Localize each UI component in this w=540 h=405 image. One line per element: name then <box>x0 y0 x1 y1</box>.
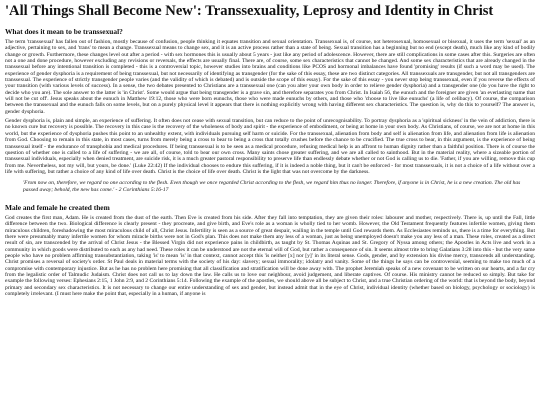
section-heading-male-female: Male and female he created them <box>5 202 110 212</box>
paragraph: The term 'transsexual' has fallen out of fashion, mostly because of confusion, people thinking it equates transition and sexual orientation. Transsexual is, of course, not heterosexual, homosexual or bisexual, it uses the term 'sexual' as an adjective, pertaining to sex, and 'trans' to mean a change. Transsexual means to change sex, and it is an active process rather than a state of being. Sexual transition has a beginning but no end (except death), much like any kind of bodily change or growth. Furthermore, these changes level out after a period - with sex hormones this is usually about 5 years - just like any period of adolescence. However, there are still complications in some cases after this. Surgeries are often not a one and done procedure, however excluding any revisions or reversals, the effects are usually final. There are, of course, some sex characteristics that cannot be changed. And some sex characteristics that are already changed in the transsexual before any intentional transition is completed - this is a controversial topic, however studies into brains and conditions like PCOS and hormonal imbalances have found 'promising' results (if such a word may be used). The experience of gender dysphoria is a requirement of being transsexual, but not necessarily of identifying as transgender (for the sake of this essay, these are two distinct categories. All transsexuals are transgender, but not all transgenders are transsexual. The experience of strictly transgender people varies (and the validity of which is debated) and is outside the scope of this essay). For the sake of this essay - you never stop being transsexual, even if you reverse the effects of your transition (with various levels of success). In a sense, the two debates presented to Christians are a transsexual one (can you alter your own body in order to relieve gender dysphoria) and a transgender one (do you have the right to decide who you are). The sole answer to the latter is 'in Christ'. Some would argue that being transgender is a grave sin, and therefore separates you from Christ. In Isaiah 56, the eunuch and the foreigner are given 'an everlasting name that will not be cut off'. Jesus speaks about the eunuch in Matthew 19:12, those who were born eunuchs, those who were made eunuchs by others, and those who 'choose to live like eunuchs' (a life of celibacy). Of course, the comparison between the transsexual and the eunuch falls on some levels, but on a purely physical level it appears that there is nothing explicitly wrong with having different sex characteristics. The question is, why do this to yourself? The answer is, gender dysphoria. <box>5 39 535 115</box>
article-title: 'All Things Shall Become New': Transsexuality, Leprosy and Identity in Christ <box>5 3 494 19</box>
paragraph: God creates the first man, Adam. He is created from the dust of the earth. Then Eve is created from his side. After they fall into temptation, they are given their roles: labourer and mother, respectively. There is, up until the Fall, little difference between the two. Biological difference is clearly present - they procreate, and give birth, and Eve's role as a woman is wholly tied to her womb. However, the Old Testament frequently features infertile women, giving them miraculous children, foreshadowing the most miraculous child of all, Christ Jesus. Infertility is seen as a source of great despair, wailing in the temple until God rewards them. As Ecclesiastes reminds us, there is a time for everything. But there were presumably many infertile women for whom miracle births were not in God's plan. This does not make them any less of a woman, just as being unemployed doesn't make you any less of a man. These roles, created as a direct result of sin, are transcended by the arrival of Christ Jesus - the Blessed Virgin did not experience pains in childbirth, as taught by St. Thomas Aquinas and St. Gregory of Nyssa among others; the Apostles in Acts live and work in a community in which goods were distributed to each as any had need. These roles it can be understood are not the eternal will of God, but rather a consequence of sin. It seems almost trite to bring Galatians 3:28 into this - but the very same people who have no problem affirming transubstantiation, taking 'is' to mean 'is' in that context, cannot accept this 'is neither [x] nor [y]' in its literal sense. Gods, gender, and by extension his divine mercy, transcends all understanding. Christ promises a reversal of society's order. St Paul deals in material terms with the society of his day: slavery; sexual immorality; idolatry and vanity. Some of the things he says can be controversial, seeming to make too much of a compromise with contemporary injustice. But as he has no problem here promising that all classification and stratification will be done away with. The prophet Jeremiah speaks of a new covenant to be written on our hearts, and a far cry from the legalistic order of Talmudic Judaism. Christ does not call us to lay down the law. He calls us to love our neighbour, avoid judgement, and liberate captives. Of course. His ministry cannot be reduced so simply. But take for example the following verses: Ephesians 2:15, 1 John 2:9, and 2 Corinthians 5:14. Following the example of the apostles, we should above all be subject to Christ, and a true Christian ordering of the world: that is beyond the body, beyond primary and secondary sex characteristics. It is not necessary to change our entire understanding of sex and gender, but instead admit that in the eye of Christ, individual identity (whether based on biology, psychology or sociology) is completely irrelevant. (I must here make the point that, especially in a human, if anyone is <box>5 214 535 298</box>
paragraph: Gender dysphoria is, plain and simple, an experience of suffering. It often does not cease with sexual transition, but can reduce to the point of unrecognisability. To portray dysphoria as a 'spiritual sickness' in the vein of addiction, there is no known cure but recovery is possible. The recovery in this case is the recovery of the wholeness of body and spirit - the experience of embodiment, or being at home in your own body. As Christians, of course, we are not at home in this world, but the experience of dysphoria pushes this point to an unhealthy extent, with individuals pursuing self harm or suicide. For the transsexual, alienation from body and self is alienation from life, and alienation from life is alienation from God. Choosing to remain in this state, in most cases, turns from merely being a cross to bear to being a cross that totally crushes before the chance to be crucified. The true cross to bear, in this argument, is the experience of being transsexual itself - the endurance of transphobia and medical procedures. If being transsexual is to be seen as a medical procedure, refusing medical help is an affront to human dignity rather than a faithful position. There is of course the question of whether one is called to a life of suffering - we are all, of course, told to bear our own cross. Many saints chose greater suffering, and we are all called to sainthood. But in the material reality, where a sizeable portion of transsexual individuals, especially when denied treatment, are suicide risk, it is a much greater pastoral responsibility to preserve life than endlessly debate whether or not God is calling us to die. 'Father, if you are willing, remove this cup from me. Nevertheless, not my will, but yours, be done.' (Luke 22:42) If the individual chooses to endure this suffering, if it is indeed a noble thing, but it can't be enforced - for most transsexuals, it is not a choice of a life without over a life with suffering, but rather a choice of any kind of life over death. Christ is the choice of life over death. Christ is the light that was not overcome by the darkness. <box>5 118 535 175</box>
section-heading-transsexual: What does it mean to be transsexual? <box>5 27 123 36</box>
scripture-quote: 'From now on, therefore, we regard no one according to the flesh. Even though we once regarded Christ according to the flesh, we regard him thus no longer. Therefore, if anyone is in Christ, he is a new creation. The old has passed away; behold, the new has come.' - 2 Corinthians 5:16-17 <box>23 180 521 193</box>
